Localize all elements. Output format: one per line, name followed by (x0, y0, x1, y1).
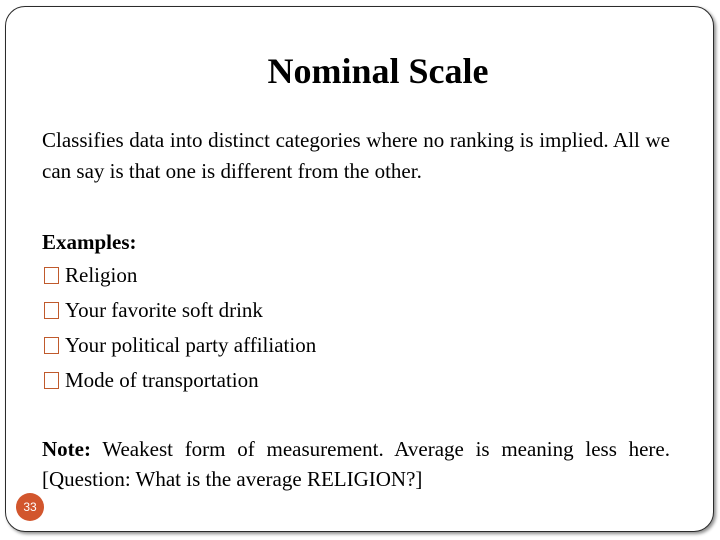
example-item (42, 363, 670, 398)
example-label: Mode of transportation (65, 368, 259, 392)
example-item (42, 328, 670, 363)
example-item (42, 258, 670, 293)
example-label: Religion (65, 263, 138, 287)
note-paragraph (42, 434, 670, 494)
square-box-icon (44, 302, 59, 319)
examples-section (42, 227, 670, 398)
square-box-icon (44, 372, 59, 389)
examples-heading: Examples: (42, 230, 137, 254)
square-box-icon (44, 267, 59, 284)
intro-paragraph: Classifies data into distinct categories where no ranking is implied. All we can say is that one is different from the other. (42, 128, 670, 183)
example-label: Your favorite soft drink (65, 298, 263, 322)
example-label: Your political party affiliation (65, 333, 317, 357)
square-box-icon (44, 337, 59, 354)
note-label: Note: (42, 437, 91, 461)
slide-title: Nominal Scale (267, 51, 489, 91)
note-text: Weakest form of measurement. Average is meaning less here. [Question: What is the average RELIGION?] (42, 437, 670, 491)
page-number-badge: 33 (16, 493, 44, 521)
example-item (42, 293, 670, 328)
